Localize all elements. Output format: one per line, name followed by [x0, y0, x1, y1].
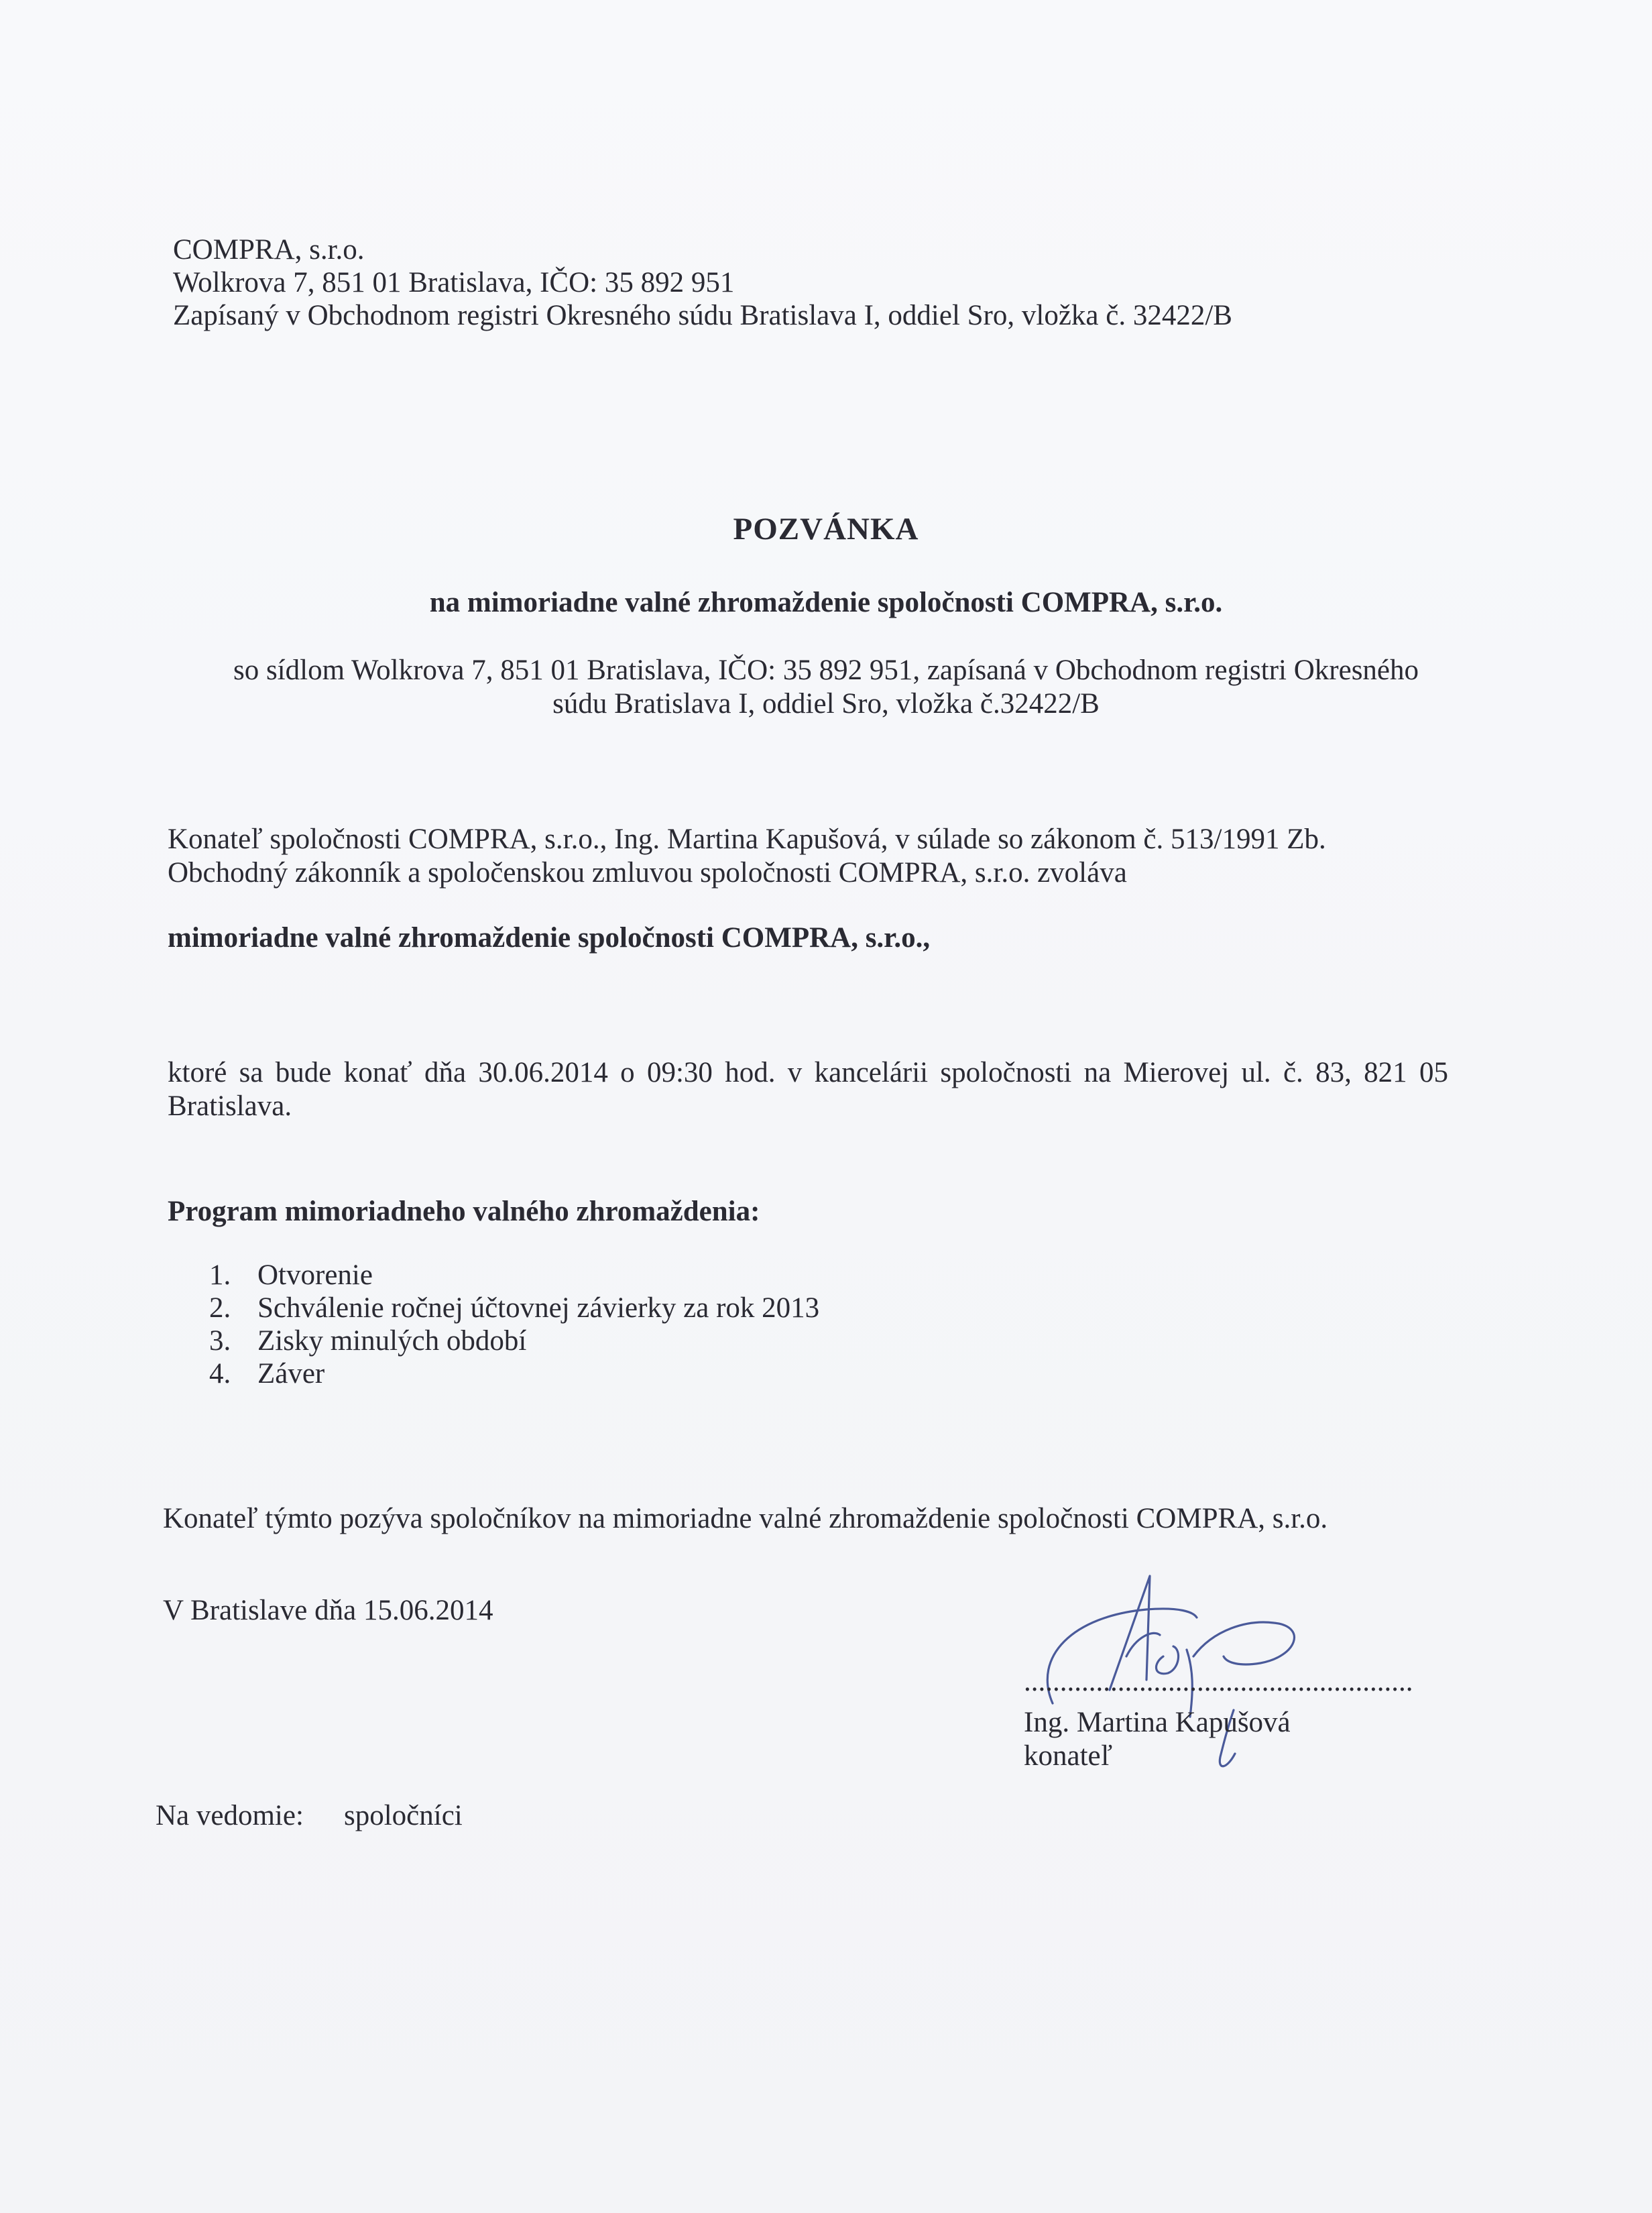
company-registry: Zapísaný v Obchodnom registri Okresného súdu Bratislava I, oddiel Sro, vložka č. 32422/B: [173, 300, 1232, 331]
company-seat: [0, 654, 1652, 721]
signature-tail-stroke: [1193, 1622, 1294, 1664]
agenda-list: [209, 1259, 819, 1390]
agenda-item-number: 3.: [209, 1325, 231, 1357]
invitation-sentence: Konateľ týmto pozýva spoločníkov na mimoriadne valné zhromaždenie spoločnosti COMPRA, s.r.o.: [163, 1503, 1328, 1534]
seat-line-1: so sídlom Wolkrova 7, 851 01 Bratislava, IČO: 35 892 951, zapísaná v Obchodnom registri Okresného: [233, 655, 1419, 686]
company-name: COMPRA, s.r.o.: [173, 234, 365, 266]
agenda-item-number: 1.: [209, 1259, 231, 1291]
meeting-time-paragraph: [168, 1056, 1448, 1123]
signature-line: ......................................................: [1024, 1666, 1413, 1697]
agenda-item: [209, 1324, 819, 1357]
place-and-date: V Bratislave dňa 15.06.2014: [163, 1595, 493, 1626]
agenda-item: [209, 1259, 819, 1292]
meeting-time-line-2: Bratislava.: [168, 1090, 292, 1122]
meeting-name: mimoriadne valné zhromaždenie spoločnosti COMPRA, s.r.o.,: [168, 922, 931, 954]
convene-line-1: Konateľ spoločnosti COMPRA, s.r.o., Ing. Martina Kapušová, v súlade so zákonom č. 513/1991 Zb.: [168, 824, 1326, 855]
agenda-item-text: Zisky minulých období: [257, 1325, 527, 1357]
signer-role: konateľ: [1024, 1740, 1113, 1772]
agenda-item-text: Záver: [257, 1358, 325, 1389]
convene-paragraph: [168, 823, 1326, 890]
agenda-item: [209, 1292, 819, 1324]
letterhead: [173, 233, 1232, 332]
document-title: POZVÁNKA: [733, 512, 919, 547]
agenda-item-number: 2.: [209, 1292, 231, 1324]
agenda-item-number: 4.: [209, 1358, 231, 1389]
signer-name: Ing. Martina Kapušová: [1024, 1707, 1291, 1738]
company-address: Wolkrova 7, 851 01 Bratislava, IČO: 35 892 951: [173, 267, 735, 298]
convene-line-2: Obchodný zákonník a spoločenskou zmluvou spoločnosti COMPRA, s.r.o. zvoláva: [168, 857, 1127, 889]
signature-k-stroke: [1126, 1633, 1160, 1656]
meeting-time-line-1: ktoré sa bude konať dňa 30.06.2014 o 09:30 hod. v kancelárii spoločnosti na Mierovej ul. č. 83, 821 05: [168, 1057, 1448, 1088]
seat-line-2: súdu Bratislava I, oddiel Sro, vložka č.32422/B: [552, 688, 1100, 720]
program-title: Program mimoriadneho valného zhromaždenia:: [168, 1196, 760, 1227]
agenda-item-text: Otvorenie: [257, 1259, 373, 1291]
document-subtitle: na mimoriadne valné zhromaždenie spoločnosti COMPRA, s.r.o.: [429, 587, 1223, 618]
agenda-item: [209, 1357, 819, 1390]
agenda-item-text: Schválenie ročnej účtovnej závierky za rok 2013: [257, 1292, 820, 1324]
notice-label: Na vedomie:: [156, 1800, 304, 1831]
notice-value: spoločníci: [344, 1800, 463, 1831]
